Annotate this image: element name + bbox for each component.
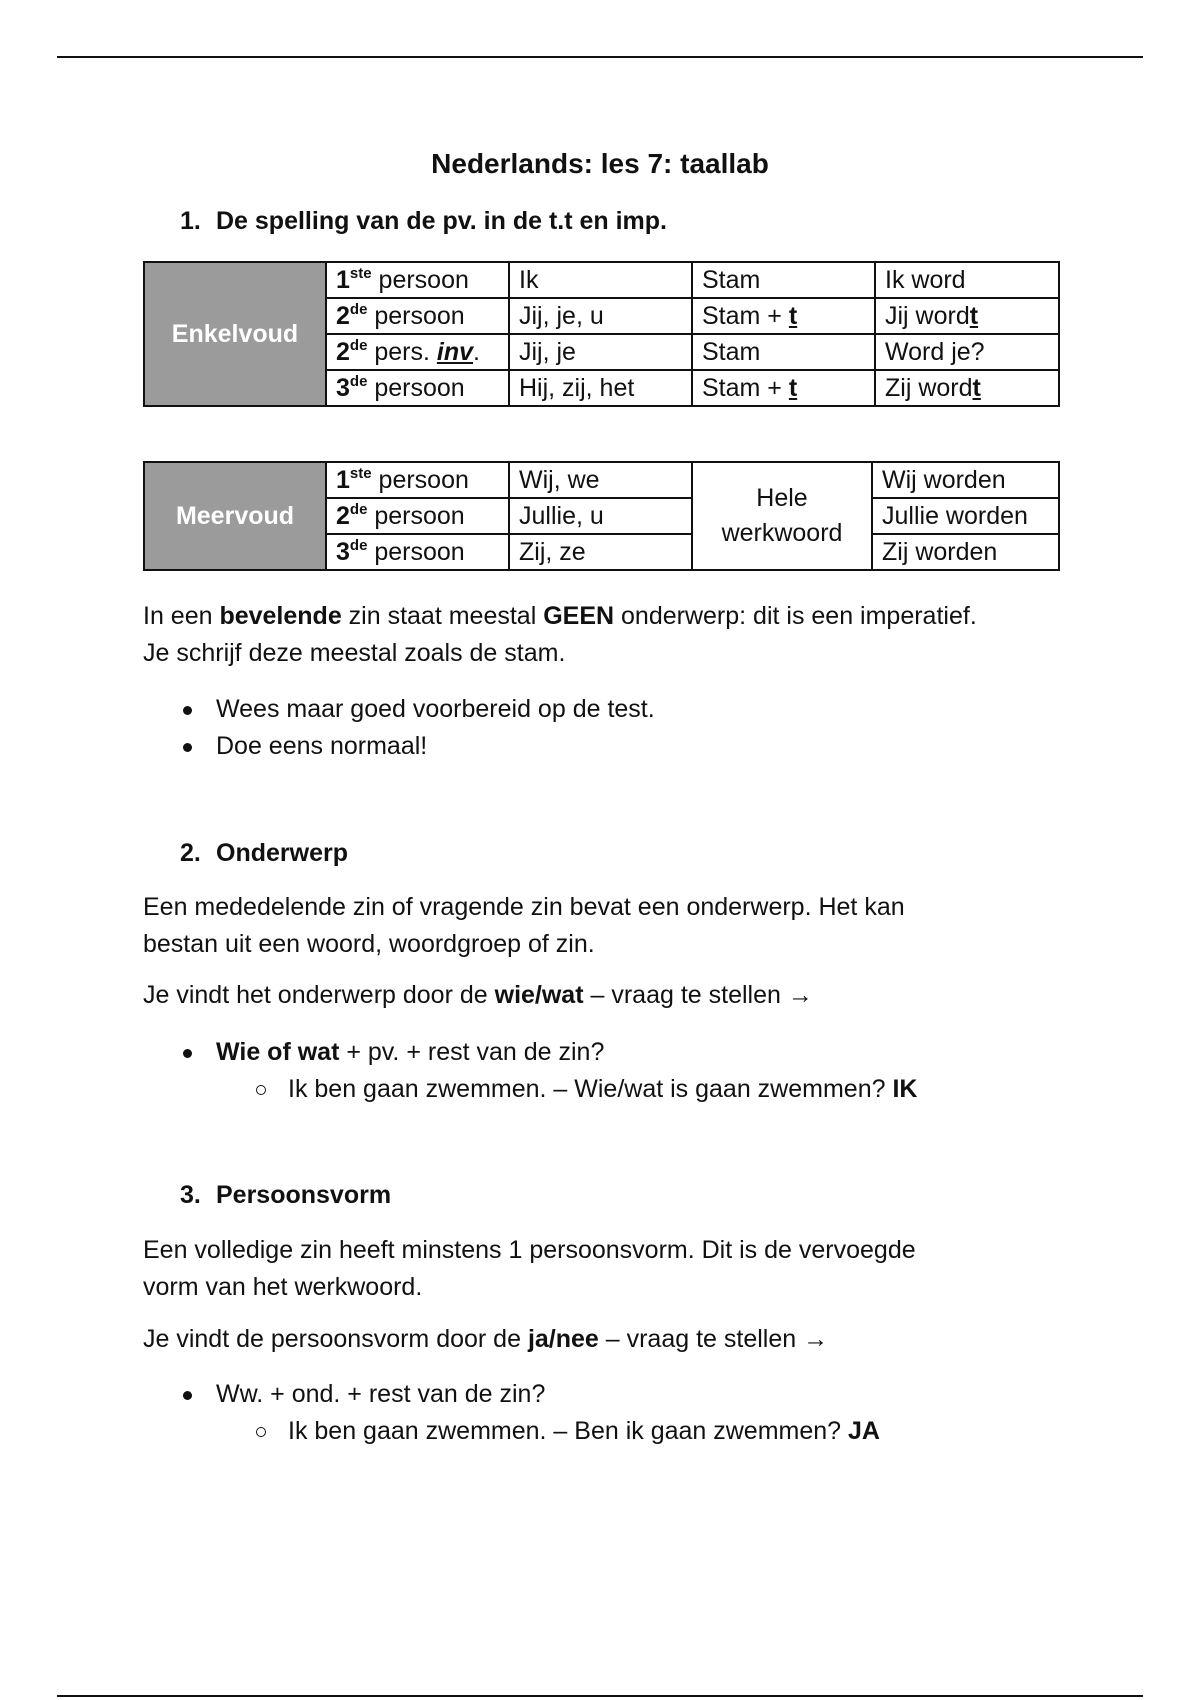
example-cell: Zij wordt [875, 370, 1059, 406]
form-cell: Stam [692, 334, 875, 370]
example-cell: Ik word [875, 262, 1059, 298]
section-heading-text: Persoonsvorm [216, 1181, 392, 1209]
section-1-heading [180, 207, 667, 236]
person-cell: 3de persoon [326, 370, 509, 406]
finite-verb-list [180, 1376, 880, 1450]
form-cell: Stam [692, 262, 875, 298]
singular-conjugation-table [143, 261, 1060, 407]
finite-verb-question-paragraph: Je vindt de persoonsvorm door de ja/nee – vraag te stellen → [143, 1325, 829, 1353]
example-cell: Word je? [875, 334, 1059, 370]
imperative-paragraph: In een bevelende zin staat meestal GEEN onderwerp: dit is een imperatief. Je schrijf deze meestal zoals de stam. [143, 602, 977, 667]
pronoun-cell: Jij, je [509, 334, 692, 370]
pronoun-cell: Hij, zij, het [509, 370, 692, 406]
person-cell: 3de persoon [326, 534, 509, 570]
pronoun-cell: Wij, we [509, 462, 692, 498]
subject-question-paragraph: Je vindt het onderwerp door de wie/wat – vraag te stellen → [143, 981, 813, 1009]
person-cell: 2de persoon [326, 498, 509, 534]
form-cell: Stam + t [692, 370, 875, 406]
subject-list [180, 1034, 917, 1108]
example-cell: Jij wordt [875, 298, 1059, 334]
top-rule [57, 56, 1143, 58]
section-2-heading [180, 839, 348, 868]
sub-list-item: Ik ben gaan zwemmen. – Ben ik gaan zwemmen? JA [180, 1413, 880, 1450]
section-number: 2. [180, 839, 201, 867]
section-3-heading [180, 1181, 391, 1210]
bottom-rule [57, 1695, 1143, 1697]
pronoun-cell: Jij, je, u [509, 298, 692, 334]
person-cell: 2de persoon [326, 298, 509, 334]
pronoun-cell: Zij, ze [509, 534, 692, 570]
imperative-examples [180, 691, 655, 765]
list-item: Doe eens normaal! [180, 728, 655, 765]
pronoun-cell: Jullie, u [509, 498, 692, 534]
example-cell: Wij worden [872, 462, 1059, 498]
page-title: Nederlands: les 7: taallab [431, 148, 769, 179]
subject-paragraph: Een mededelende zin of vragende zin bevat een onderwerp. Het kan bestan uit een woord, woordgroep of zin. [143, 893, 905, 958]
person-cell: 1ste persoon [326, 462, 509, 498]
list-item: Wees maar goed voorbereid op de test. [180, 691, 655, 728]
pronoun-cell: Ik [509, 262, 692, 298]
form-cell: Stam + t [692, 298, 875, 334]
section-number: 1. [180, 207, 201, 235]
list-item: Ww. + ond. + rest van de zin? [180, 1376, 880, 1413]
section-heading-text: Onderwerp [216, 839, 348, 867]
person-cell: 1ste persoon [326, 262, 509, 298]
plural-form-cell: Hele werkwoord [692, 462, 872, 570]
sub-list-item: Ik ben gaan zwemmen. – Wie/wat is gaan zwemmen? IK [180, 1071, 917, 1108]
table-row [144, 462, 1059, 498]
finite-verb-paragraph: Een volledige zin heeft minstens 1 persoonsvorm. Dit is de vervoegde vorm van het werkwoord. [143, 1236, 916, 1301]
plural-conjugation-table [143, 461, 1060, 571]
section-number: 3. [180, 1181, 201, 1209]
example-cell: Zij worden [872, 534, 1059, 570]
table-row [144, 262, 1059, 298]
plural-label: Meervoud [144, 462, 326, 570]
person-cell: 2de pers. inv. [326, 334, 509, 370]
section-heading-text: De spelling van de pv. in de t.t en imp. [216, 207, 668, 235]
example-cell: Jullie worden [872, 498, 1059, 534]
list-item: Wie of wat + pv. + rest van de zin? [180, 1034, 917, 1071]
singular-label: Enkelvoud [144, 262, 326, 406]
